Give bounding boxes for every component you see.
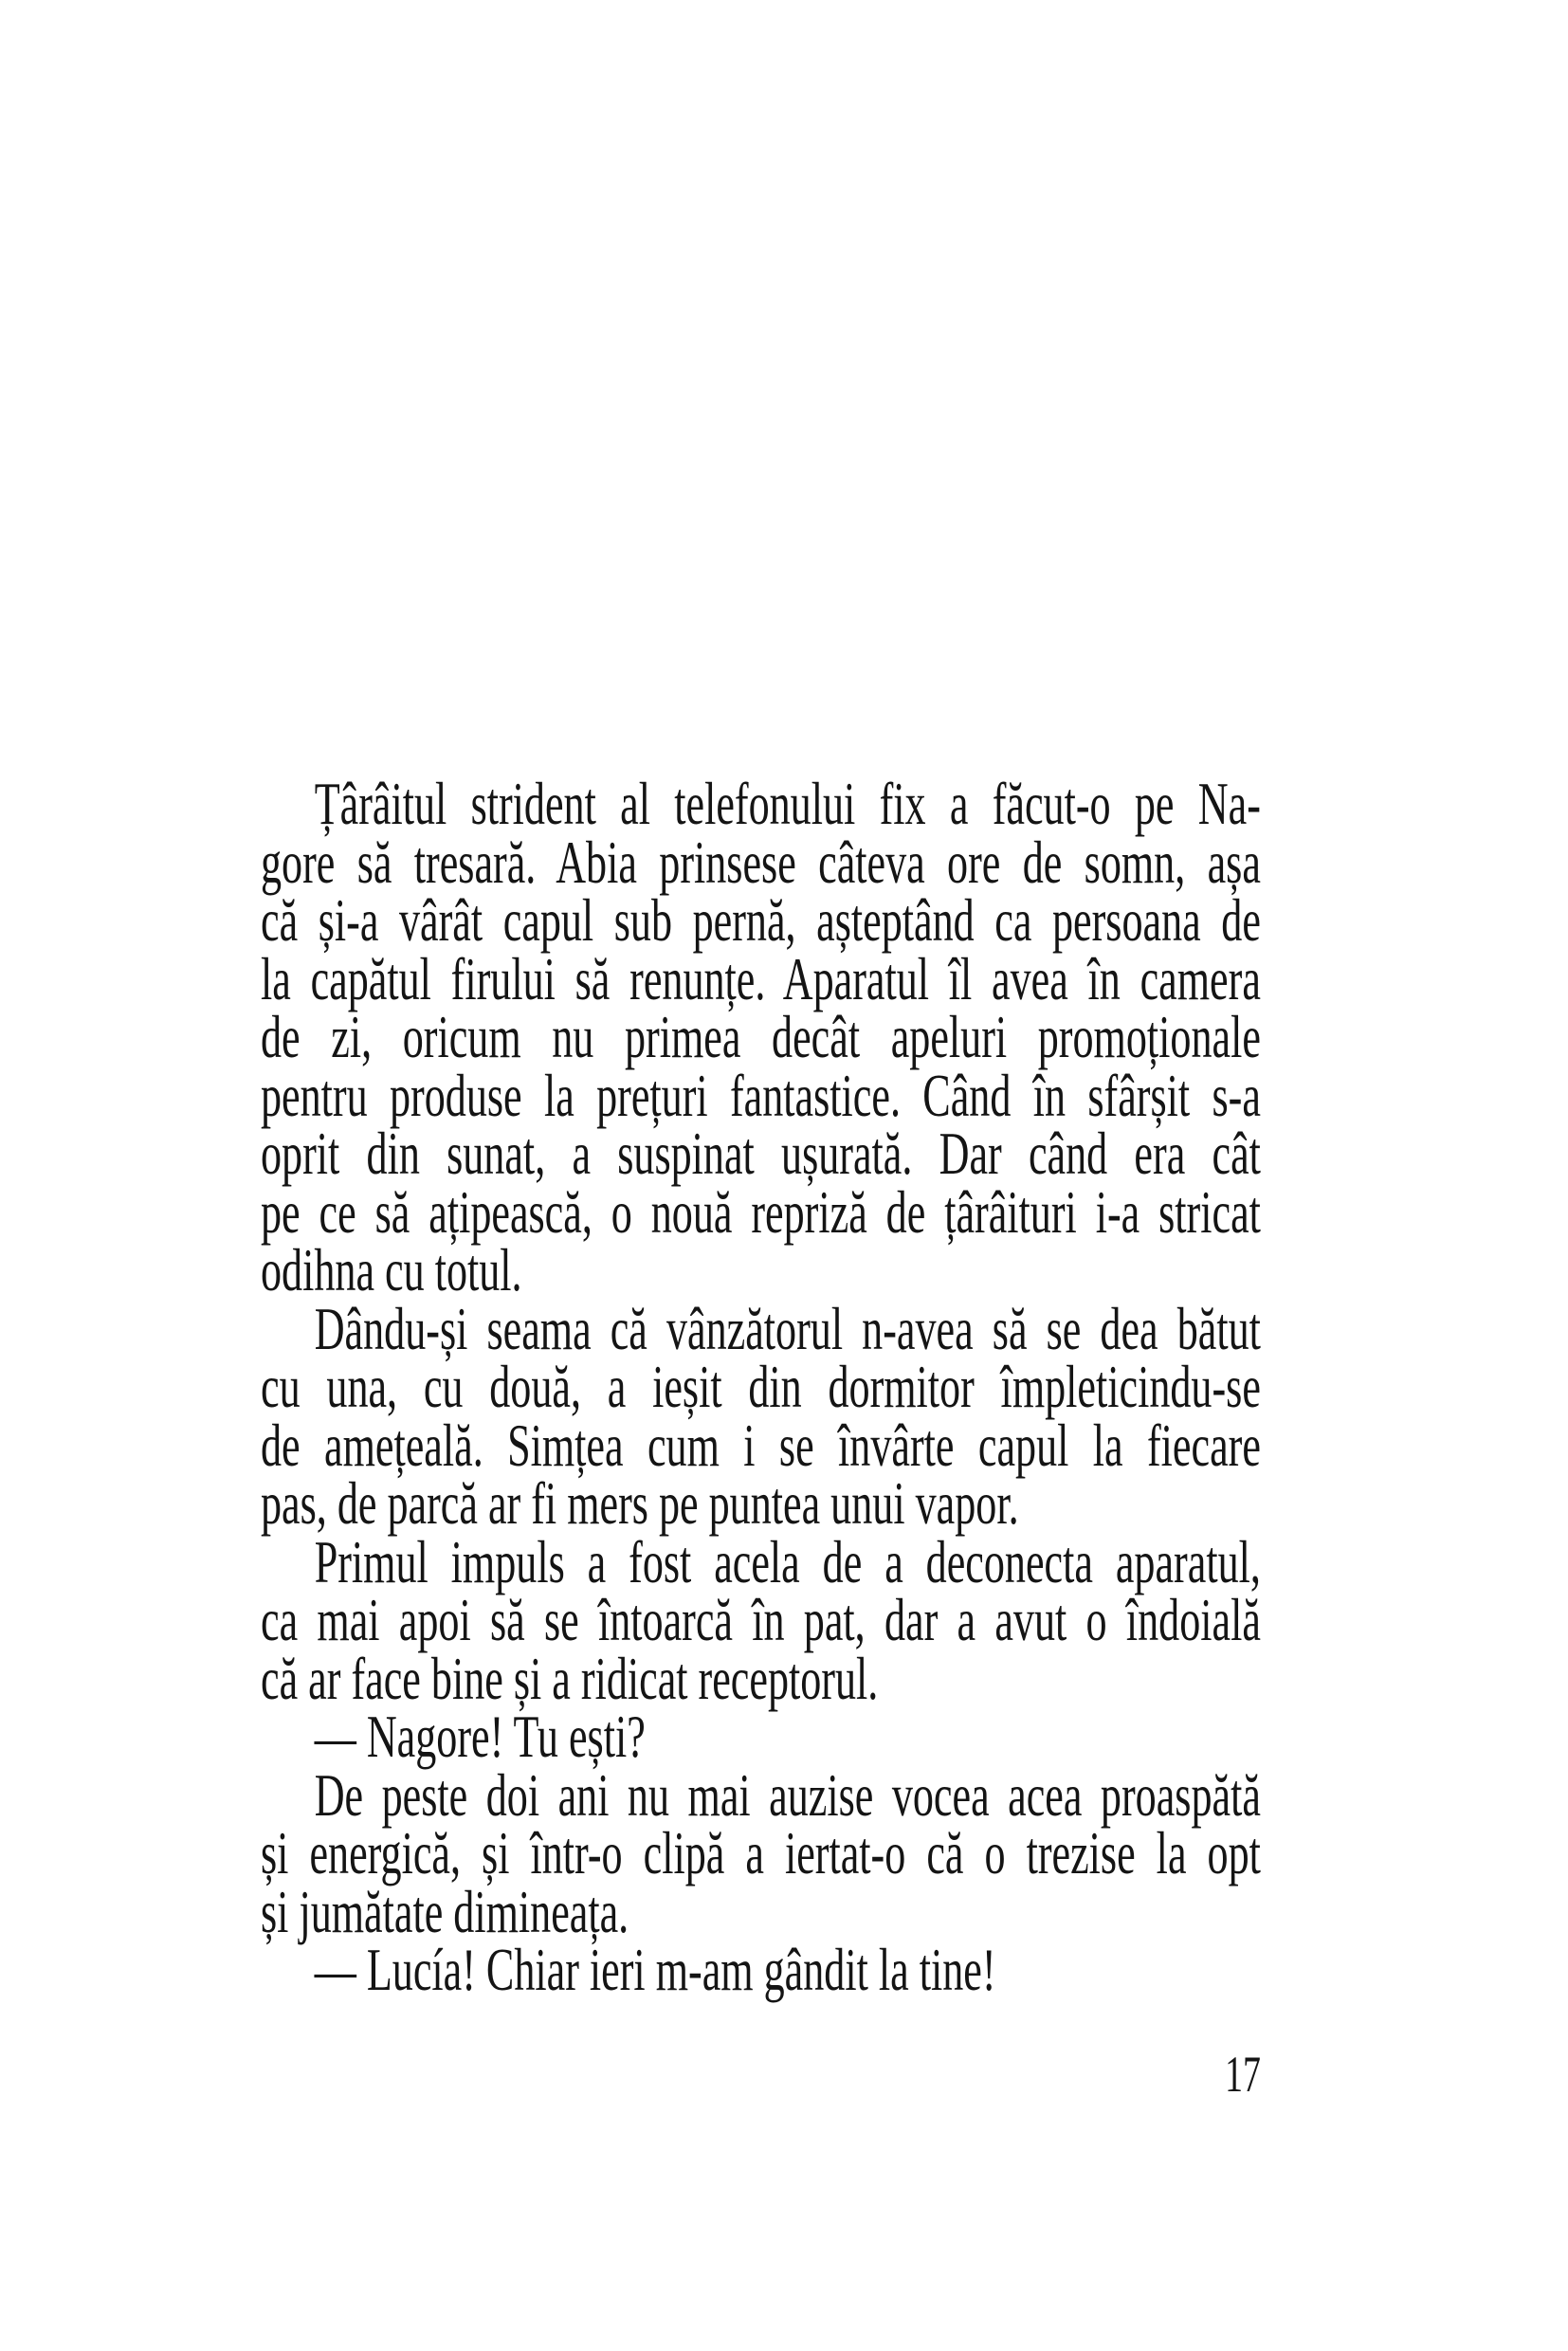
text-line: pe ce să ațipească, o nouă repriză de țârâituri i-a stricat	[261, 1178, 1261, 1246]
page-number: 17	[1225, 2046, 1261, 2103]
text-line: pas, de parcă ar fi mers pe puntea unui vapor.	[261, 1470, 1019, 1537]
text-line: odihna cu totul.	[261, 1237, 522, 1303]
text-line: gore să tresară. Abia prinsese câteva ore de somn, așa	[261, 829, 1261, 896]
text-line: ca mai apoi să se întoarcă în pat, dar a avut o îndoială	[261, 1587, 1261, 1653]
text-line: De peste doi ani nu mai auzise vocea acea proaspătă	[314, 1761, 1261, 1829]
text-line: cu una, cu două, a ieșit din dormitor împleticindu-se	[261, 1354, 1261, 1420]
text-line: de amețeală. Simțea cum i se învârte capul la fiecare	[261, 1412, 1261, 1479]
text-line: că și-a vârât capul sub pernă, așteptând ca persoana de	[261, 887, 1261, 954]
text-line: oprit din sunat, a suspinat ușurată. Dar când era cât	[261, 1121, 1261, 1187]
text-line: Țârâitul strident al telefonului fix a făcut-o pe Na-	[314, 771, 1261, 837]
text-line: și energică, și într-o clipă a iertat-o că o trezise la opt	[261, 1820, 1261, 1886]
dialogue-line: — Lucía! Chiar ieri m-am gândit la tine!	[314, 1937, 996, 2003]
dialogue-line: — Nagore! Tu ești?	[314, 1704, 646, 1770]
text-line: Dându-și seama că vânzătorul n-avea să se dea bătut	[314, 1295, 1261, 1362]
text-line: de zi, oricum nu primea decât apeluri promoționale	[261, 1004, 1261, 1070]
text-line: la capătul firului să renunțe. Aparatul îl avea în camera	[261, 945, 1261, 1012]
text-line: și jumătate dimineața.	[261, 1878, 629, 1945]
text-line: Primul impuls a fost acela de a deconecta aparatul,	[314, 1528, 1261, 1595]
text-block	[261, 771, 1261, 2003]
text-line: pentru produse la prețuri fantastice. Când în sfârșit s-a	[261, 1062, 1261, 1129]
text-line: că ar face bine și a ridicat receptorul.	[261, 1645, 879, 1712]
